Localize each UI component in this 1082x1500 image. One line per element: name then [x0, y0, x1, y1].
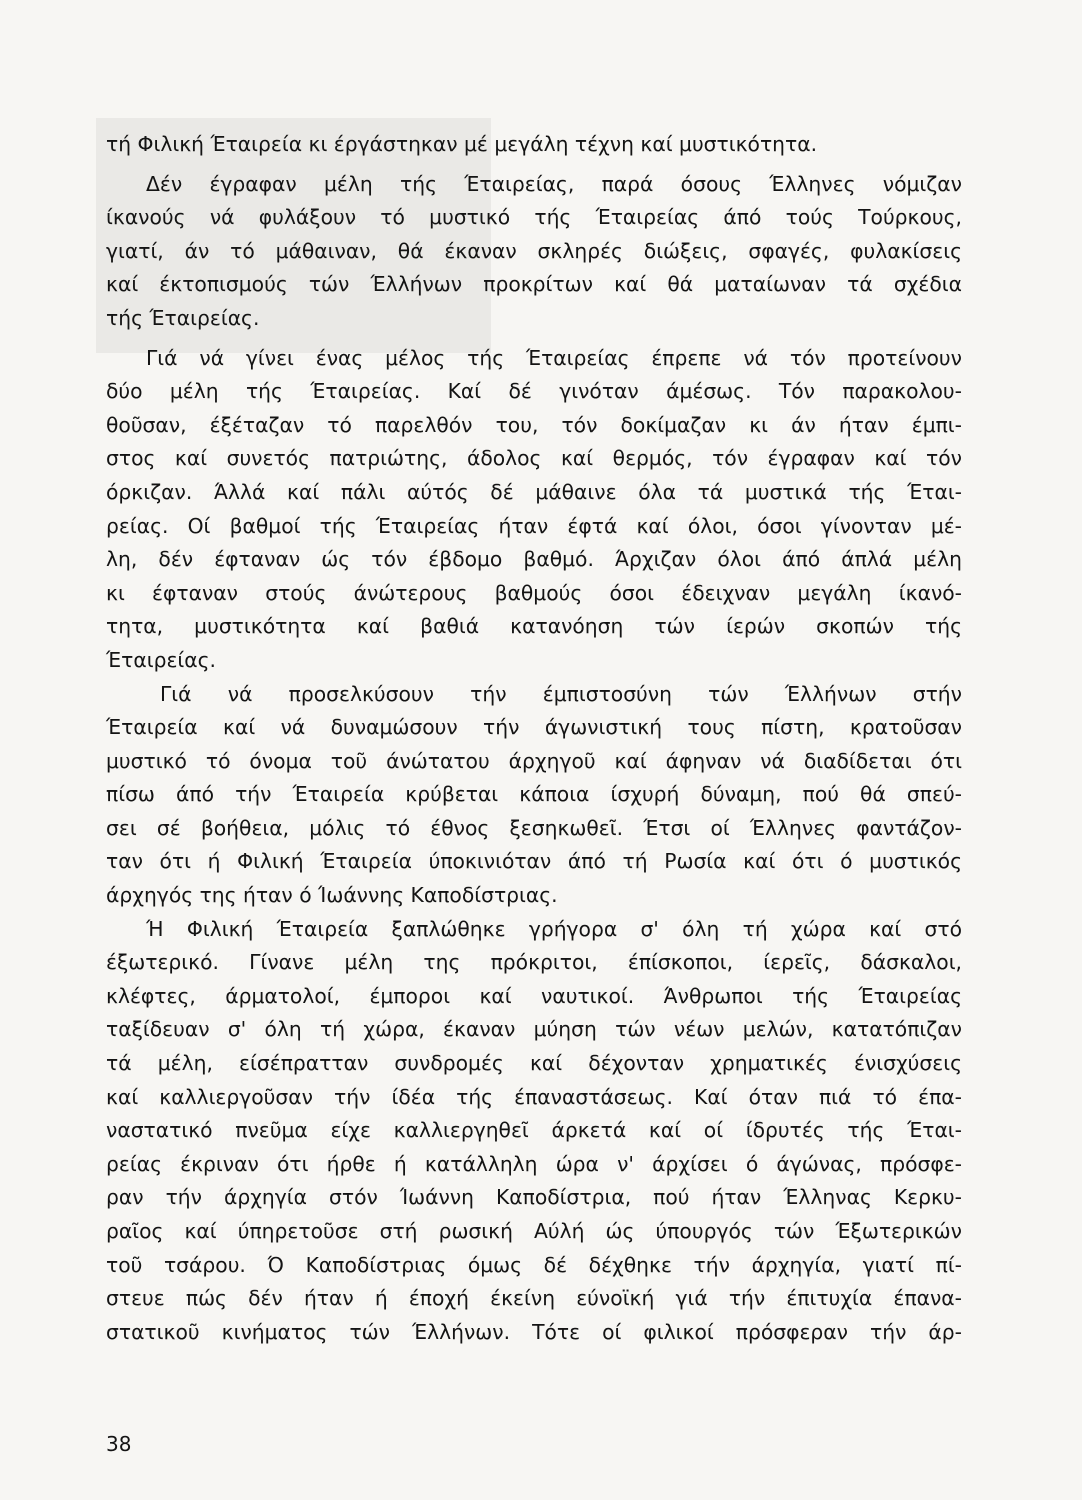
- text-line: κλέφτες, άρματολοί, έμποροι καί ναυτικοί. Άνθρωποι τής Έταιρείας: [106, 983, 962, 1008]
- text-line: θοῦσαν, έξέταζαν τό παρελθόν του, τόν δοκίμαζαν κι άν ήταν έμπι-: [106, 412, 962, 437]
- text-line: ταν ότι ή Φιλική Έταιρεία ύποκινιόταν άπό τή Ρωσία καί ότι ό μυστικός: [106, 849, 962, 874]
- text-line: ίκανούς νά φυλάξουν τό μυστικό τής Έταιρείας άπό τούς Τούρκους,: [106, 205, 962, 230]
- text-line: στατικοῦ κινήματος τών Έλλήνων. Τότε οί φιλικοί πρόσφεραν τήν άρ-: [106, 1319, 962, 1344]
- text-line: καί έκτοπισμούς τών Έλλήνων προκρίτων καί θά ματαίωναν τά σχέδια: [106, 272, 962, 297]
- text-line: σει σέ βοήθεια, μόλις τό έθνος ξεσηκωθεῖ. Έτσι οί Έλληνες φαντάζον-: [106, 815, 962, 840]
- text-line: στευε πώς δέν ήταν ή έποχή έκείνη εύνοϊκή γιά τήν έπιτυχία έπανα-: [106, 1286, 962, 1311]
- page-text: [106, 128, 962, 1349]
- text-line: γιατί, άν τό μάθαιναν, θά έκαναν σκληρές διώξεις, σφαγές, φυλακίσεις: [106, 238, 962, 263]
- paragraph-4: [106, 678, 962, 913]
- text-line: τοῦ τσάρου. Ό Καποδίστριας όμως δέ δέχθηκε τήν άρχηγία, γιατί πί-: [106, 1252, 962, 1277]
- text-line: Δέν έγραφαν μέλη τής Έταιρείας, παρά όσους Έλληνες νόμιζαν: [146, 171, 962, 196]
- text-line: καί καλλιεργοῦσαν τήν ίδέα τής έπαναστάσεως. Καί όταν πιά τό έπα-: [106, 1084, 962, 1109]
- text-line: Ή Φιλική Έταιρεία ξαπλώθηκε γρήγορα σ' όλη τή χώρα καί στό: [146, 916, 962, 941]
- text-line: τά μέλη, είσέπρατταν συνδρομές καί δέχονταν χρηματικές ένισχύσεις: [106, 1051, 962, 1076]
- text-line: τής Έταιρείας.: [106, 305, 260, 330]
- page-number: 38: [106, 1432, 132, 1456]
- text-line: Έταιρείας.: [106, 647, 216, 672]
- text-line: όρκιζαν. Άλλά καί πάλι αύτός δέ μάθαινε όλα τά μυστικά τής Έται-: [106, 479, 962, 504]
- text-line: ραῖος καί ύπηρετοῦσε στή ρωσική Αύλή ώς ύπουργός τών Έξωτερικών: [106, 1219, 962, 1243]
- text-line: κι έφταναν στούς άνώτερους βαθμούς όσοι έδειχναν μεγάλη ίκανό-: [106, 580, 962, 605]
- text-line: Έταιρεία καί νά δυναμώσουν τήν άγωνιστική τους πίστη, κρατοῦσαν: [106, 715, 962, 740]
- text-line: τητα, μυστικότητα καί βαθιά κατανόηση τών ίερών σκοπών τής: [106, 614, 962, 639]
- text-line: ταξίδευαν σ' όλη τή χώρα, έκαναν μύηση τών νέων μελών, κατατόπιζαν: [106, 1017, 962, 1042]
- paragraph-2: [106, 168, 962, 336]
- paragraph-5: [106, 913, 962, 1350]
- text-line: στος καί συνετός πατριώτης, άδολος καί θερμός, τόν έγραφαν καί τόν: [106, 446, 962, 471]
- text-line: πίσω άπό τήν Έταιρεία κρύβεται κάποια ίσχυρή δύναμη, πού θά σπεύ-: [106, 782, 962, 807]
- text-line: ρείας. Οί βαθμοί τής Έταιρείας ήταν έφτά καί όλοι, όσοι γίνονταν μέ-: [106, 513, 962, 538]
- text-line: ναστατικό πνεῦμα είχε καλλιεργηθεῖ άρκετά καί οί ίδρυτές τής Έται-: [106, 1118, 962, 1143]
- text-line: μυστικό τό όνομα τοῦ άνώτατου άρχηγοῦ καί άφηναν νά διαδίδεται ότι: [106, 748, 962, 773]
- text-line: έξωτερικό. Γίνανε μέλη της πρόκριτοι, έπίσκοποι, ίερεῖς, δάσκαλοι,: [106, 950, 962, 975]
- text-line: Γιά νά προσελκύσουν τήν έμπιστοσύνη τών Έλλήνων στήν: [160, 681, 962, 706]
- text-line: δύο μέλη τής Έταιρείας. Καί δέ γινόταν άμέσως. Τόν παρακολου-: [106, 379, 962, 404]
- text-line: άρχηγός της ήταν ό Ίωάννης Καποδίστριας.: [106, 883, 558, 908]
- paragraph-3: [106, 342, 962, 678]
- paragraph-1: [106, 128, 962, 162]
- text-line: Γιά νά γίνει ένας μέλος τής Έταιρείας έπρεπε νά τόν προτείνουν: [146, 345, 962, 370]
- text-line: τή Φιλική Έταιρεία κι έργάστηκαν μέ μεγάλη τέχνη καί μυστικότητα.: [106, 132, 818, 156]
- text-line: ρείας έκριναν ότι ήρθε ή κατάλληλη ώρα ν' άρχίσει ό άγώνας, πρόσφε-: [106, 1151, 962, 1176]
- text-line: ραν τήν άρχηγία στόν Ίωάννη Καποδίστρια, πού ήταν Έλληνας Κερκυ-: [106, 1185, 962, 1210]
- text-line: λη, δέν έφταναν ώς τόν έβδομο βαθμό. Άρχιζαν όλοι άπό άπλά μέλη: [106, 547, 962, 572]
